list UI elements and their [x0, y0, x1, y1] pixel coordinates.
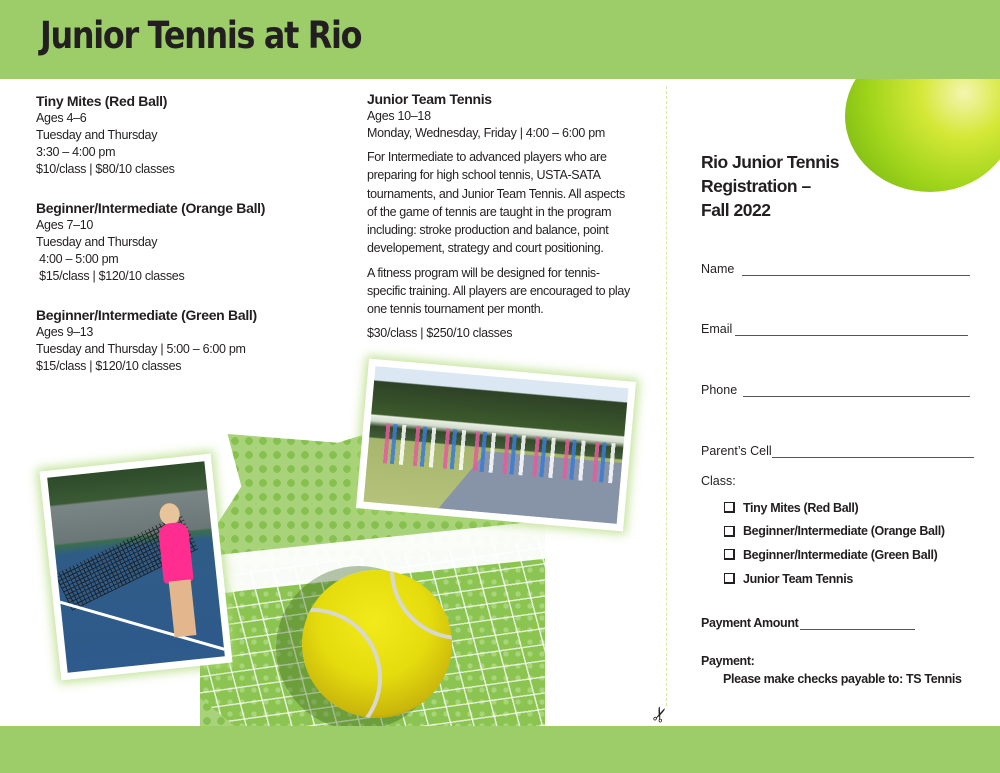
- photo-court-line: [57, 600, 225, 658]
- program-price: $15/class | $120/10 classes: [36, 269, 185, 283]
- program-schedule: Tuesday and Thursday | 5:00 – 6:00 pm: [36, 342, 246, 356]
- dashed-cut-line: [666, 86, 667, 706]
- program-description: For Intermediate to advanced players who are preparing for high school tennis, USTA-SATA tournaments, and Junior Team Tennis. All aspects of the game of tennis are taught in the program including: stroke production and balance, point developement, strategy and court positioning.: [367, 150, 625, 256]
- payment-amount-field[interactable]: [701, 616, 915, 630]
- photo-group-warmup: [356, 359, 636, 532]
- header-band: [0, 0, 1000, 79]
- parents-cell-label: Parent’s Cell: [701, 444, 772, 458]
- checkbox[interactable]: [724, 526, 735, 537]
- scissors-icon: ✂: [647, 703, 675, 727]
- email-field[interactable]: [701, 322, 968, 336]
- footer-band: [0, 726, 1000, 773]
- class-option-label: Beginner/Intermediate (Green Ball): [743, 547, 938, 562]
- email-label: Email: [701, 322, 733, 336]
- checkbox[interactable]: [724, 549, 735, 560]
- name-input-line[interactable]: [742, 262, 970, 276]
- registration-title-line: Registration –: [701, 176, 811, 196]
- phone-field[interactable]: [701, 383, 970, 397]
- page-title: Junior Tennis at Rio: [40, 14, 362, 57]
- registration-title-line: Fall 2022: [701, 200, 771, 220]
- program-fitness-note: A fitness program will be designed for tennis-specific training. All players are encouraged to play one tennis tournament per month.: [367, 265, 630, 317]
- ball-seam: [302, 579, 411, 718]
- program-ages: Ages 7–10: [36, 218, 94, 232]
- program-title: Beginner/Intermediate (Orange Ball): [36, 200, 266, 216]
- checkbox[interactable]: [724, 502, 735, 513]
- payment-label: Payment:: [701, 654, 755, 668]
- program-days: Tuesday and Thursday: [36, 235, 158, 249]
- parents-cell-input-line[interactable]: [772, 444, 974, 458]
- program-title: Beginner/Intermediate (Green Ball): [36, 307, 257, 323]
- program-schedule: Monday, Wednesday, Friday | 4:00 – 6:00 pm: [367, 126, 606, 140]
- class-options: [724, 496, 945, 590]
- program-junior-team: [367, 90, 632, 342]
- payment-amount-input-line[interactable]: [800, 616, 915, 630]
- payment-note: Please make checks payable to: TS Tennis: [723, 672, 962, 686]
- class-option-label: Tiny Mites (Red Ball): [743, 500, 859, 515]
- photo-player-legs: [169, 579, 197, 637]
- phone-label: Phone: [701, 383, 738, 397]
- phone-input-line[interactable]: [743, 383, 970, 397]
- parents-cell-field[interactable]: [701, 444, 974, 458]
- registration-title: [701, 150, 839, 222]
- program-days: Tuesday and Thursday: [36, 128, 158, 142]
- program-price: $10/class | $80/10 classes: [36, 162, 175, 176]
- program-ages: Ages 4–6: [36, 111, 87, 125]
- photo-girl-hitting-tennis-ball: [39, 454, 232, 681]
- class-option-label: Junior Team Tennis: [743, 571, 853, 586]
- programs-column-left: [36, 92, 336, 396]
- program-ages: Ages 10–18: [367, 109, 431, 123]
- program-time: 4:00 – 5:00 pm: [36, 252, 119, 266]
- registration-title-line: Rio Junior Tennis: [701, 152, 839, 172]
- program-orange-ball: [36, 199, 336, 285]
- class-option-tiny-mites[interactable]: [724, 496, 945, 520]
- name-label: Name: [701, 262, 735, 276]
- class-option-label: Beginner/Intermediate (Orange Ball): [743, 524, 945, 539]
- email-input-line[interactable]: [735, 322, 968, 336]
- checkbox[interactable]: [724, 573, 735, 584]
- junior-team-column: [367, 90, 632, 363]
- program-green-ball: [36, 306, 336, 375]
- photo-player-shirt: [158, 521, 194, 584]
- program-tiny-mites: [36, 92, 336, 178]
- class-label: Class:: [701, 474, 736, 488]
- program-time: 3:30 – 4:00 pm: [36, 145, 116, 159]
- class-option-green-ball[interactable]: [724, 543, 945, 567]
- tennis-ball-illustration: [302, 570, 452, 718]
- program-title: Tiny Mites (Red Ball): [36, 93, 168, 109]
- program-price: $15/class | $120/10 classes: [36, 359, 182, 373]
- name-field[interactable]: [701, 262, 970, 276]
- photo-image: [47, 461, 225, 672]
- photo-image: [364, 366, 629, 524]
- class-option-junior-team[interactable]: [724, 567, 945, 591]
- class-option-orange-ball[interactable]: [724, 520, 945, 544]
- program-title: Junior Team Tennis: [367, 91, 492, 107]
- program-ages: Ages 9–13: [36, 325, 94, 339]
- program-price: $30/class | $250/10 classes: [367, 325, 513, 340]
- payment-amount-label: Payment Amount: [701, 616, 799, 630]
